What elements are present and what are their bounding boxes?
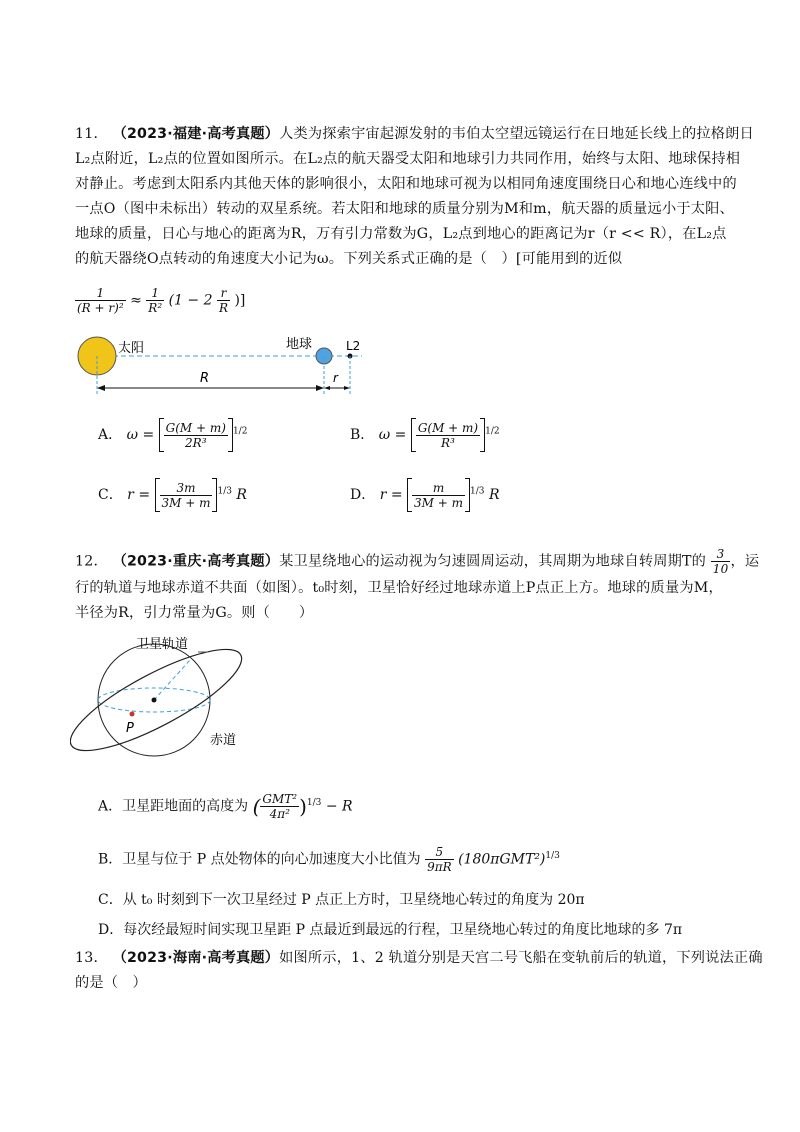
formula-numerator: 1 — [96, 286, 105, 300]
formula-denominator: R² — [148, 301, 163, 315]
option-denominator: 3M + m — [161, 495, 211, 510]
option-numerator: GMT² — [262, 792, 298, 806]
question-text-line: 的是（ ） — [75, 975, 147, 991]
option-d[interactable] — [350, 478, 499, 512]
formula-numerator: r — [220, 286, 227, 300]
option-exponent: 1/2 — [485, 426, 500, 437]
question-11 — [75, 122, 754, 272]
option-d[interactable] — [98, 920, 682, 940]
approximation-formula — [75, 286, 245, 315]
question-number: 12． — [75, 553, 108, 570]
option-tail: R — [236, 487, 247, 503]
option-numerator: 5 — [435, 845, 444, 859]
option-variable: ω = — [378, 427, 407, 443]
question-text-line: 半径为R，引力常量为G。则（ ） — [75, 605, 314, 621]
formula-numerator: 1 — [151, 286, 160, 300]
radius-line — [154, 660, 190, 700]
question-number: 13． — [75, 950, 108, 966]
option-variable: r = — [127, 487, 151, 503]
sun-label: 太阳 — [118, 341, 145, 356]
sun-earth-l2-figure — [70, 330, 370, 402]
question-text-line: 对静止。考虑到太阳系内其他天体的影响很小，太阳和地球可视为以相同角速度围绕日心和地心连线中的 — [75, 176, 737, 192]
option-letter: B． — [350, 427, 375, 443]
option-c[interactable] — [98, 478, 247, 512]
option-denominator: 4π² — [260, 806, 299, 821]
period-fraction-numerator: 3 — [716, 547, 725, 561]
option-b[interactable] — [350, 418, 500, 452]
option-text: A．卫星距地面的高度为 — [98, 798, 249, 815]
option-tail: R — [488, 487, 500, 503]
option-denominator: R³ — [416, 435, 480, 450]
option-variable: ω = — [126, 427, 155, 443]
option-paren: (180πGMT²) — [458, 851, 546, 868]
arrow-head — [344, 386, 350, 390]
paren-left: ( — [252, 794, 261, 819]
option-denominator: 9πR — [427, 860, 452, 874]
question-text-line: 地球的质量，日心与地心的距离为R，万有引力常数为G，L₂点到地心的距离记为r（r << R），在L₂点 — [75, 226, 727, 242]
question-text-line: L₂点附近，L₂点的位置如图所示。在L₂点的航天器受太阳和地球引力共同作用，始终与太阳、地球保持相 — [75, 151, 741, 167]
satellite-orbit-figure — [70, 630, 250, 760]
formula-close: )] — [234, 292, 246, 309]
option-b[interactable] — [98, 845, 560, 874]
option-letter: A． — [98, 427, 123, 443]
question-text-tail: ，运 — [730, 553, 760, 570]
formula-paren: (1 − 2 — [168, 292, 213, 309]
option-exponent: 1/3 — [217, 486, 232, 497]
question-text-line: 某卫星绕地心的运动视为匀速圆周运动，其周期为地球自转周期T的 — [279, 553, 707, 570]
arrow-head — [316, 385, 324, 391]
earth-center — [152, 698, 157, 703]
option-text: B．卫星与位于 P 点处物体的向心加速度大小比值为 — [98, 851, 421, 868]
distance-R-label: R — [200, 371, 210, 386]
approx-sign: ≈ — [130, 292, 142, 309]
point-p — [130, 712, 135, 717]
option-numerator: G(M + m) — [165, 420, 226, 435]
arrow-head — [97, 385, 105, 391]
option-exponent: 1/3 — [306, 797, 322, 808]
option-letter: D． — [350, 487, 376, 503]
l2-label: L2 — [346, 339, 361, 353]
option-text: D．每次经最短时间实现卫星距 P 点最近到最远的行程，卫星绕地心转过的角度比地球的多 7π — [98, 922, 683, 938]
question-12 — [75, 547, 760, 626]
question-text-line: 行的轨道与地球赤道不共面（如图）。t₀时刻，卫星恰好经过地球赤道上P点正上方。地球的质量为M， — [75, 580, 723, 596]
option-text: C．从 t₀ 时刻到下一次卫星经过 P 点正上方时，卫星绕地心转过的角度为 20π — [98, 892, 585, 908]
arrow-head — [324, 386, 330, 390]
option-c[interactable] — [98, 890, 585, 910]
option-denominator: 2R³ — [164, 435, 228, 450]
question-source-tag: （2023·福建·高考真题） — [112, 126, 280, 142]
question-text-line: 如图所示，1、2 轨道分别是天宫二号飞船在变轨前后的轨道，下列说法正确 — [279, 950, 763, 966]
option-numerator: 3m — [176, 480, 196, 495]
option-tail: − R — [325, 798, 353, 815]
p-label: P — [126, 721, 134, 736]
option-exponent: 1/3 — [470, 486, 485, 497]
equator-label: 赤道 — [210, 733, 237, 748]
question-text-line: 的航天器绕O点转动的角速度大小记为ω。下列关系式正确的是（ ）[可能用到的近似 — [75, 251, 623, 267]
formula-denominator: (R + r)² — [77, 301, 124, 315]
option-letter: C． — [98, 487, 123, 503]
option-numerator: G(M + m) — [417, 420, 479, 435]
question-text-line: 人类为探索宇宙起源发射的韦伯太空望远镜运行在日地延长线上的拉格朗日 — [279, 126, 754, 142]
option-denominator: 3M + m — [414, 495, 463, 510]
question-text-line: 一点O（图中未标出）转动的双星系统。若太阳和地球的质量分别为M和m，航天器的质量远小于太阳、 — [75, 201, 734, 217]
option-exponent: 1/2 — [232, 426, 248, 437]
question-number: 11． — [75, 126, 108, 142]
orbit-label: 卫星轨道 — [136, 637, 189, 652]
option-numerator: m — [432, 480, 445, 495]
option-a[interactable] — [98, 792, 353, 821]
formula-denominator: R — [218, 301, 229, 315]
question-source-tag: （2023·重庆·高考真题） — [112, 553, 280, 570]
distance-r-label: r — [333, 371, 338, 385]
question-source-tag: （2023·海南·高考真题） — [112, 950, 280, 966]
option-a[interactable] — [98, 418, 247, 452]
option-exponent: 1/3 — [545, 850, 560, 861]
period-fraction-denominator: 10 — [712, 562, 729, 576]
earth-label: 地球 — [286, 337, 313, 352]
paren-right: ) — [299, 794, 307, 819]
question-13 — [75, 946, 763, 996]
option-variable: r = — [379, 487, 403, 503]
